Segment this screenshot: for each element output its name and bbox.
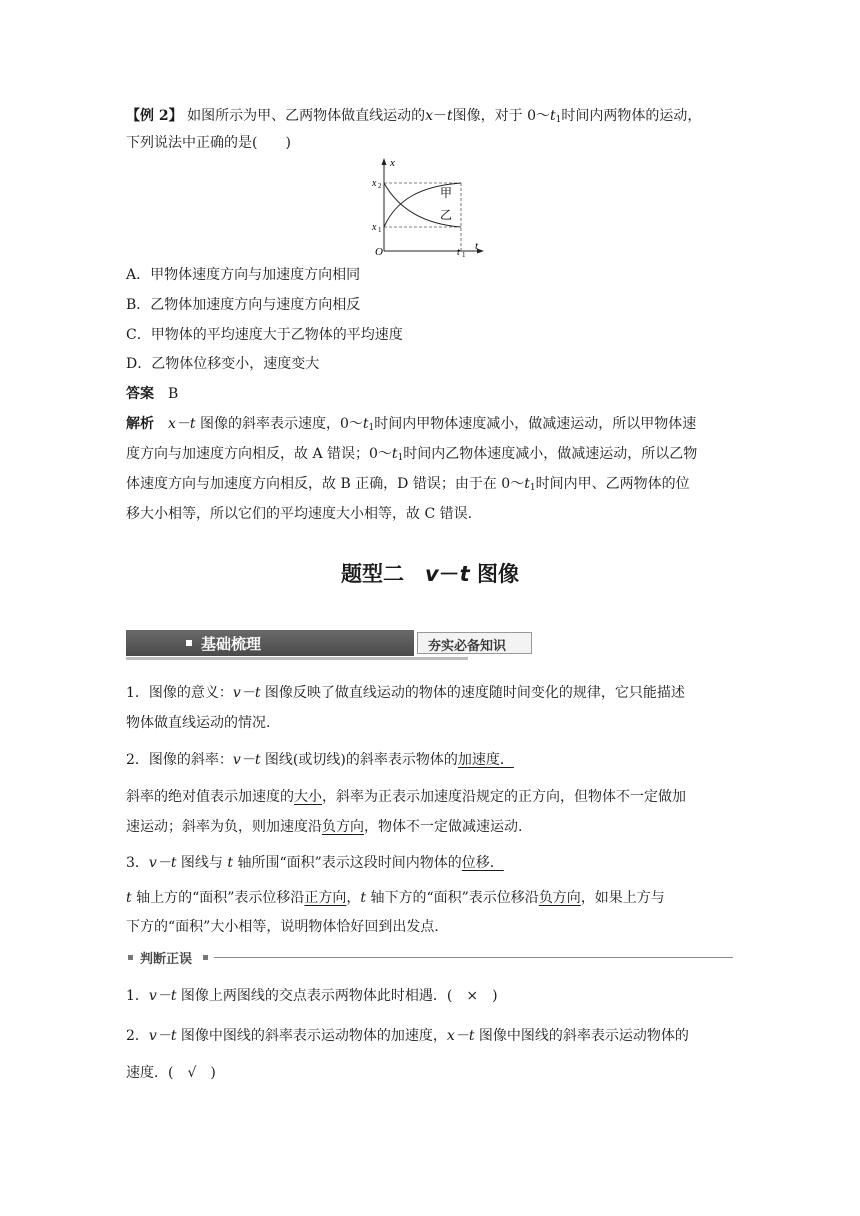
analysis-line3: 体速度方向与加速度方向相反，故 B 正确，D 错误；由于在 $0\sim t_1$时间内甲、乙两物体的位 xyxy=(126,476,690,493)
example-question-line1: 【例 2】 如图所示为甲、乙两物体做直线运动的x－t图像，对于 $0\sim t_1$时间内两物体的运动， xyxy=(126,108,702,125)
analysis-line1: 解析 x－t 图像的斜率表示速度，$0\sim t_1$时间内甲物体速度减小，做减速运动，所以甲物体速 xyxy=(126,416,697,433)
y-axis-arrow xyxy=(382,158,387,165)
x2-label: x xyxy=(372,178,377,189)
banner-dark xyxy=(126,630,414,656)
banner-square-icon xyxy=(186,640,192,646)
t1-label: t xyxy=(457,247,460,258)
judge-item2-line2: 速度．( √ ) xyxy=(126,1065,216,1081)
option-a: A．甲物体速度方向与加速度方向相同 xyxy=(126,267,361,283)
x1-label: x xyxy=(372,222,377,233)
axis-label-x: x xyxy=(390,157,395,169)
judge-item2-line1: 2．v－t 图像中图线的斜率表示运动物体的加速度，x－t 图像中图线的斜率表示运动物体的 xyxy=(126,1028,689,1044)
judge-rule xyxy=(214,957,733,958)
judge-square-icon-right xyxy=(203,955,208,960)
analysis-label: 解析 xyxy=(126,416,154,432)
svg-text:1: 1 xyxy=(462,251,466,259)
svg-text:2: 2 xyxy=(378,182,382,190)
x-t-graph xyxy=(362,156,492,260)
point3-line1: 3．v－t 图线与 t 轴所围“面积”表示这段时间内物体的位移． xyxy=(126,855,504,871)
point1-line1: 1．图像的意义：v－t 图像反映了做直线运动的物体的速度随时间变化的规律，它只能描述 xyxy=(126,685,685,701)
banner-light xyxy=(417,632,532,654)
judge-title: 判断正误 xyxy=(140,952,193,967)
label-yi: 乙 xyxy=(440,208,453,222)
point1-line2: 物体做直线运动的情况. xyxy=(126,715,271,731)
banner-dark-text: 基础梳理 xyxy=(201,635,262,653)
option-b: B．乙物体加速度方向与速度方向相反 xyxy=(126,297,361,313)
example-tag: 【例 2】 xyxy=(126,108,183,124)
origin-label: O xyxy=(375,246,383,258)
banner-light-text: 夯实必备知识 xyxy=(428,639,507,654)
point2-line1: 2．图像的斜率：v－t 图线(或切线)的斜率表示物体的加速度． xyxy=(126,752,514,768)
banner-underline xyxy=(126,657,468,660)
svg-text:1: 1 xyxy=(378,226,382,234)
answer-value: B xyxy=(168,386,179,402)
judge-item1: 1．v－t 图像上两图线的交点表示两物体此时相遇．( × ) xyxy=(126,988,498,1004)
point3-line2: t 轴上方的“面积”表示位移沿正方向，t 轴下方的“面积”表示位移沿负方向，如果上方与 xyxy=(126,890,665,906)
analysis-line4: 移大小相等，所以它们的平均速度大小相等，故 C 错误. xyxy=(126,506,473,522)
example-question-line2: 下列说法中正确的是( ) xyxy=(126,135,291,151)
judge-header xyxy=(126,948,733,968)
section-banner xyxy=(126,630,507,660)
point3-line3: 下方的“面积”大小相等，说明物体恰好回到出发点. xyxy=(126,919,439,935)
option-c: C．甲物体的平均速度大于乙物体的平均速度 xyxy=(126,327,403,343)
analysis-line2: 度方向与加速度方向相反，故 A 错误；$0\sim t_1$时间内乙物体速度减小，做减速运动，所以乙物 xyxy=(126,446,698,463)
answer-line xyxy=(126,384,178,404)
label-jia: 甲 xyxy=(440,186,453,200)
point2-line2: 斜率的绝对值表示加速度的大小，斜率为正表示加速度沿规定的正方向，但物体不一定做加 xyxy=(126,789,686,805)
option-d: D．乙物体位移变小，速度变大 xyxy=(126,356,320,372)
answer-label: 答案 xyxy=(126,386,154,402)
section-title: 题型二 v－t 图像 xyxy=(340,562,520,586)
judge-square-icon xyxy=(128,955,133,960)
axis-label-t: t xyxy=(475,240,479,252)
point2-line3: 速运动；斜率为负，则加速度沿负方向，物体不一定做减速运动. xyxy=(126,819,523,835)
